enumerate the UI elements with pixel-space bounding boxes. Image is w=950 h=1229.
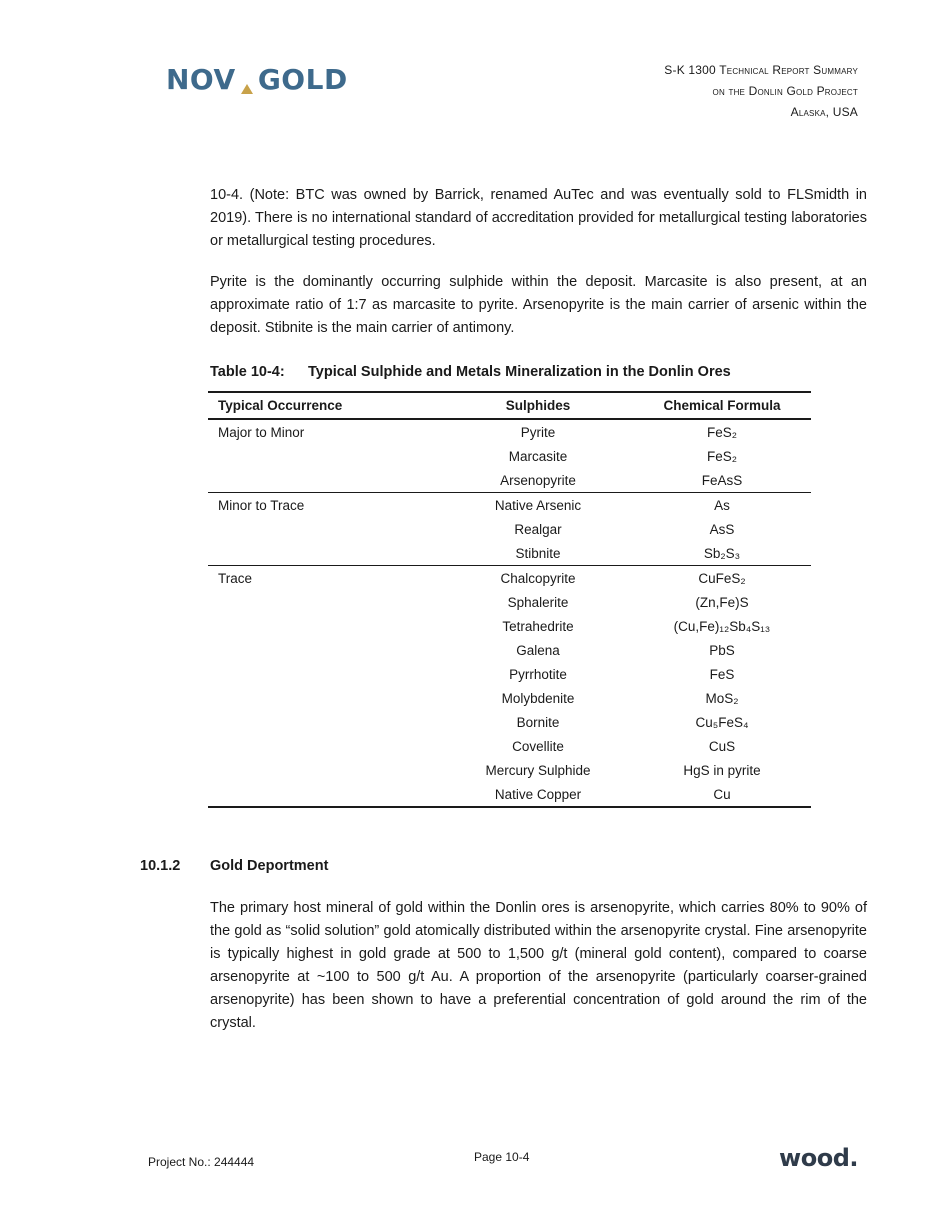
cell-occurrence [208, 517, 443, 541]
table-row [208, 710, 811, 734]
logo-a-mark [236, 66, 258, 94]
header-occurrence: Typical Occurrence [208, 392, 443, 419]
cell-formula: MoS₂ [705, 690, 739, 706]
cell-sulphide: Sphalerite [507, 594, 569, 610]
cell-sulphide: Native Arsenic [443, 493, 633, 518]
report-title-line-3: Alaska, USA [790, 105, 858, 119]
cell-occurrence: Major to Minor [218, 424, 305, 440]
section-number: 10.1.2 [140, 858, 181, 874]
cell-formula: FeAsS [701, 472, 743, 488]
cell-formula: AsS [709, 521, 735, 537]
project-number: Project No.: 244444 [148, 1155, 255, 1169]
cell-formula: PbS [709, 642, 735, 658]
table-row [208, 614, 811, 638]
table-row [208, 517, 811, 541]
cell-formula: (Zn,Fe)S [695, 594, 749, 610]
table-row [208, 638, 811, 662]
table-row [208, 541, 811, 566]
cell-occurrence [208, 758, 443, 782]
table-row [208, 444, 811, 468]
report-header [664, 60, 858, 123]
cell-occurrence [208, 686, 443, 710]
cell-formula: (Cu,Fe)₁₂Sb₄S₁₃ [673, 618, 771, 634]
cell-formula: HgS in pyrite [683, 762, 761, 778]
wood-logo: wood. [779, 1144, 858, 1172]
table-row [208, 566, 811, 591]
paragraph-sulphides: Pyrite is the dominantly occurring sulphide within the deposit. Marcasite is also present, at an approximate ratio of 1:7 as marcasite to pyrite. Arsenopyrite is the main carrier of arsenic within the deposit. Stibnite is the main carrier of antimony. [210, 274, 867, 336]
table-row [208, 419, 811, 444]
cell-occurrence [208, 590, 443, 614]
table-caption [210, 364, 731, 380]
header-sulphides: Sulphides [443, 392, 633, 419]
page-number: Page 10-4 [474, 1150, 530, 1164]
section-heading [140, 858, 328, 874]
table-row [208, 782, 811, 807]
table-header-row [208, 392, 811, 419]
cell-formula: As [633, 493, 811, 518]
report-title-line-1: S-K 1300 Technical Report Summary [664, 63, 858, 77]
cell-formula: Cu [633, 782, 811, 807]
cell-sulphide: Mercury Sulphide [485, 762, 591, 778]
cell-occurrence: Minor to Trace [208, 493, 443, 518]
novagold-logo [166, 63, 348, 96]
table-row [208, 758, 811, 782]
paragraph-gold-deportment: The primary host mineral of gold within the Donlin ores is arsenopyrite, which carries 80% to 90% of the gold as “solid solution” gold atomically distributed within the arsenopyrite crystal. Fine arsenopyrite is typically highest in gold grade at 500 to 1,500 g/t (mineral gold content), compared to coarse arsenopyrite at ~100 to 500 g/t Au. A proportion of the arsenopyrite (particularly coarser-grained arsenopyrite) has been shown to have a preferential concentration of gold around the rim of the crystal. [210, 900, 867, 1031]
cell-sulphide: Marcasite [508, 448, 568, 464]
cell-sulphide: Pyrrhotite [509, 666, 567, 682]
mineralization-table [208, 391, 811, 808]
cell-sulphide: Stibnite [515, 545, 561, 561]
cell-occurrence [208, 734, 443, 758]
table-row [208, 493, 811, 518]
cell-formula: FeS₂ [707, 424, 737, 440]
logo-text-post: GOLD [257, 63, 348, 96]
paragraph-accreditation: 10-4. (Note: BTC was owned by Barrick, renamed AuTec and was eventually sold to FLSmidth in 2019). There is no international standard of accreditation provided for metallurgical testing laboratories or metallurgical testing procedures. [210, 187, 867, 249]
cell-sulphide: Pyrite [520, 424, 556, 440]
cell-occurrence [208, 541, 443, 566]
table-caption-title: Typical Sulphide and Metals Mineralization in the Donlin Ores [308, 364, 731, 380]
table-row [208, 734, 811, 758]
cell-sulphide: Bornite [516, 714, 560, 730]
cell-sulphide: Arsenopyrite [500, 472, 576, 488]
table-row [208, 468, 811, 493]
cell-sulphide: Covellite [512, 738, 564, 754]
cell-formula: Cu₅FeS₄ [695, 714, 749, 730]
cell-formula: FeS [709, 666, 735, 682]
cell-sulphide: Chalcopyrite [443, 566, 633, 591]
report-title-line-2: on the Donlin Gold Project [712, 84, 858, 98]
cell-sulphide: Molybdenite [501, 690, 575, 706]
cell-formula: Sb₂S₃ [703, 545, 741, 561]
cell-sulphide: Galena [516, 642, 560, 658]
cell-occurrence [208, 468, 443, 493]
cell-formula: CuFeS₂ [633, 566, 811, 591]
table-caption-number: Table 10-4: [210, 364, 285, 380]
cell-occurrence [208, 782, 443, 807]
table-row [208, 662, 811, 686]
cell-occurrence [208, 638, 443, 662]
table-row [208, 590, 811, 614]
cell-occurrence [208, 614, 443, 638]
cell-occurrence [208, 662, 443, 686]
section-title: Gold Deportment [210, 858, 329, 874]
cell-sulphide: Native Copper [443, 782, 633, 807]
cell-formula: FeS₂ [707, 448, 737, 464]
header-formula: Chemical Formula [633, 392, 811, 419]
cell-occurrence [208, 710, 443, 734]
cell-sulphide: Tetrahedrite [502, 618, 574, 634]
table-row [208, 686, 811, 710]
logo-text-pre: NOV [166, 63, 236, 96]
cell-occurrence [208, 444, 443, 468]
cell-occurrence: Trace [208, 566, 443, 591]
cell-sulphide: Realgar [514, 521, 562, 537]
cell-formula: CuS [708, 738, 736, 754]
